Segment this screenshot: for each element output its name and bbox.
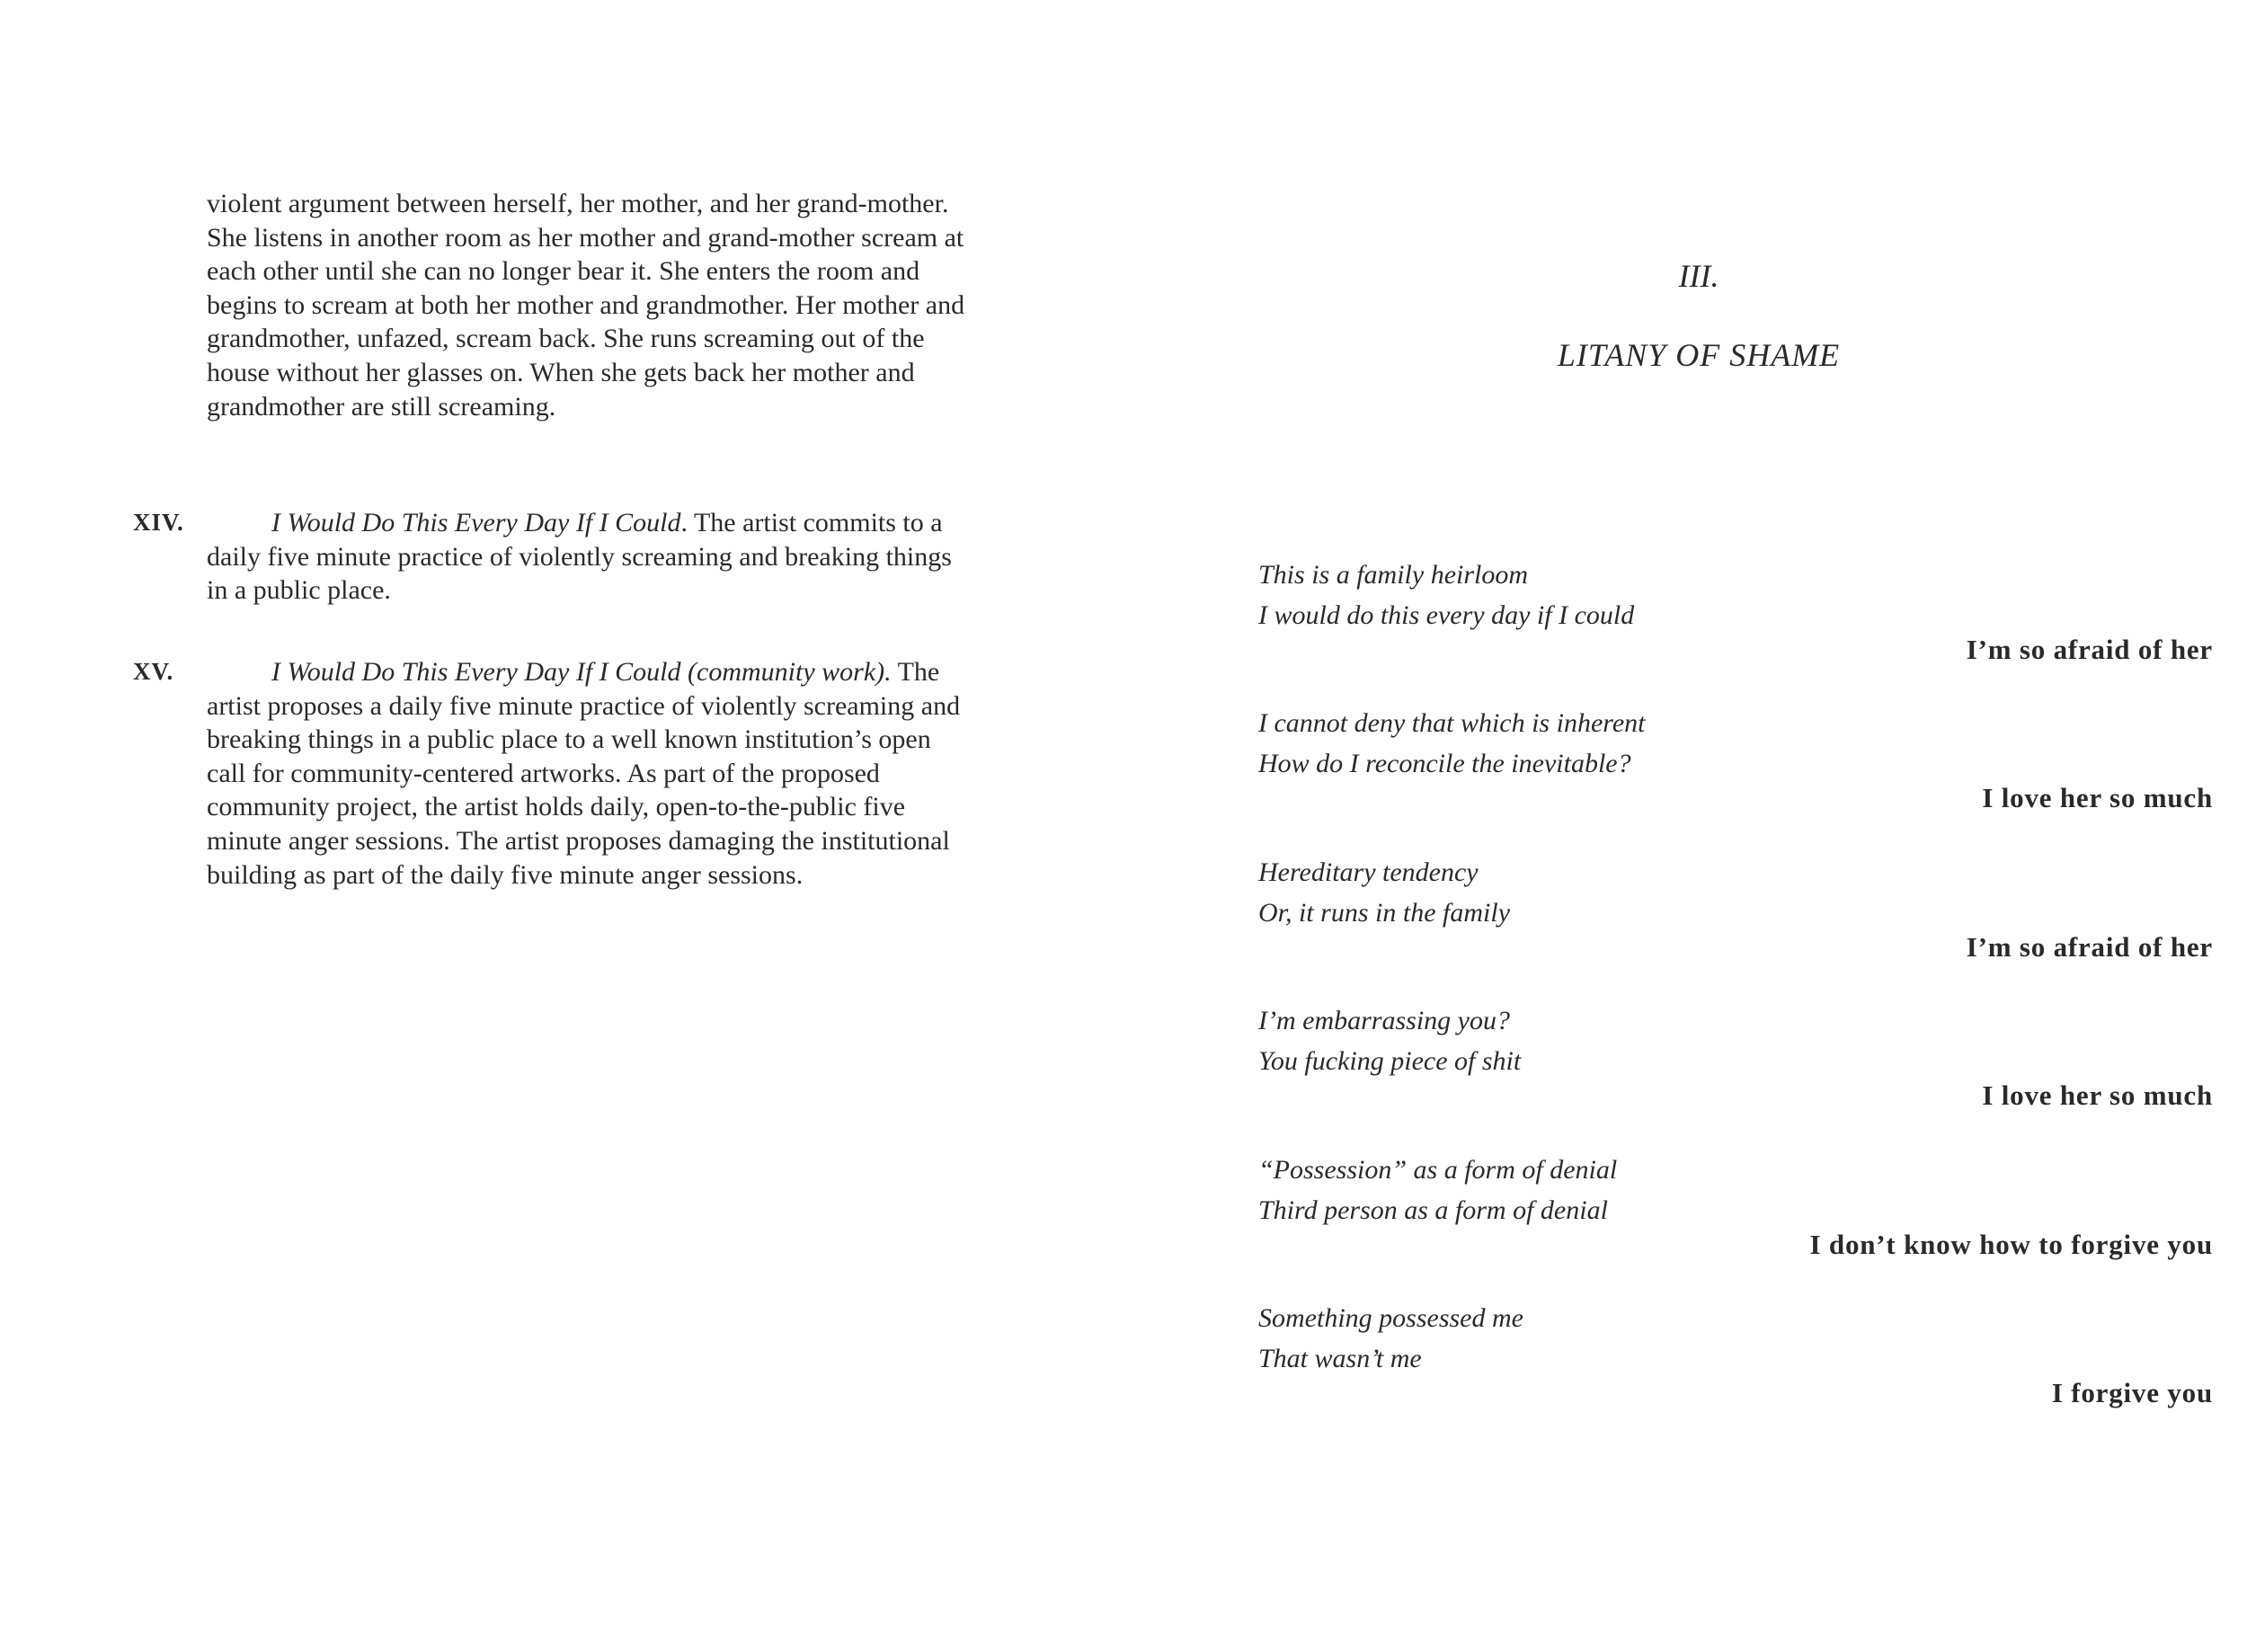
stanza xyxy=(1258,557,2213,692)
stanza-refrain: I don’t know how to forgive you xyxy=(1809,1229,2213,1260)
entry-body xyxy=(207,655,975,892)
stanza xyxy=(1258,1003,2213,1138)
entry-text: The artist proposes a daily five minute practice of violently screaming and breaking things in a public place to a well known institution’s open call for community-centered artworks. As part of the proposed community project, the artist holds daily, open-to-the-public five minute anger sessions. The artist proposes damaging the institutional building as part of the daily five minute anger sessions. xyxy=(207,657,961,890)
stanza-line: Hereditary tendency xyxy=(1258,857,1479,887)
entry-title: I Would Do This Every Day If I Could (community work). xyxy=(271,657,892,687)
stanza-line: I’m embarrassing you? xyxy=(1258,1006,1510,1035)
entry-body xyxy=(207,506,975,608)
stanza-line: Something possessed me xyxy=(1258,1303,1523,1333)
stanza xyxy=(1258,706,2213,840)
stanza-line: Third person as a form of denial xyxy=(1258,1195,1608,1225)
entry-title-punct: . xyxy=(680,508,688,537)
stanza xyxy=(1258,855,2213,990)
stanza-line: Or, it runs in the family xyxy=(1258,898,1511,928)
stanza-refrain: I’m so afraid of her xyxy=(1966,634,2213,665)
section-title: LITANY OF SHAME xyxy=(1557,337,1841,373)
stanza-refrain: I’m so afraid of her xyxy=(1966,931,2213,963)
stanza-refrain: I love her so much xyxy=(1982,1079,2213,1111)
stanza xyxy=(1258,1301,2213,1435)
stanza-line: That wasn’t me xyxy=(1258,1344,1422,1373)
stanza xyxy=(1258,1152,2213,1287)
stanza-line: I would do this every day if I could xyxy=(1258,600,1635,630)
entry-title: I Would Do This Every Day If I Could xyxy=(271,508,681,537)
entry-number: XIV. xyxy=(133,509,184,536)
entry-text: The artist commits to a daily five minute practice of violently screaming and breaking things in a public place. xyxy=(207,508,952,606)
stanza-line: How do I reconcile the inevitable? xyxy=(1258,749,1631,778)
continuation-paragraph: violent argument between herself, her mother, and her grand-mother. She listens in another room as her mother and grand-mother scream at each other until she can no longer bear it. She enters the room and begins to scream at both her mother and grandmother. Her mother and grandmother, unfazed, scream back. She runs screaming out of the house without her glasses on. When she gets back her mother and grandmother are still screaming. xyxy=(207,189,965,422)
stanza-refrain: I love her so much xyxy=(1982,782,2213,813)
section-number: III. xyxy=(1678,258,1719,294)
entry-number: XV. xyxy=(133,658,174,685)
stanza-line: “Possession” as a form of denial xyxy=(1258,1155,1618,1185)
stanza-line: You fucking piece of shit xyxy=(1258,1046,1522,1076)
stanza-refrain: I forgive you xyxy=(2051,1377,2213,1408)
stanza-line: I cannot deny that which is inherent xyxy=(1258,708,1646,738)
stanza-line: This is a family heirloom xyxy=(1258,560,1529,590)
right-page xyxy=(1124,0,2247,1652)
